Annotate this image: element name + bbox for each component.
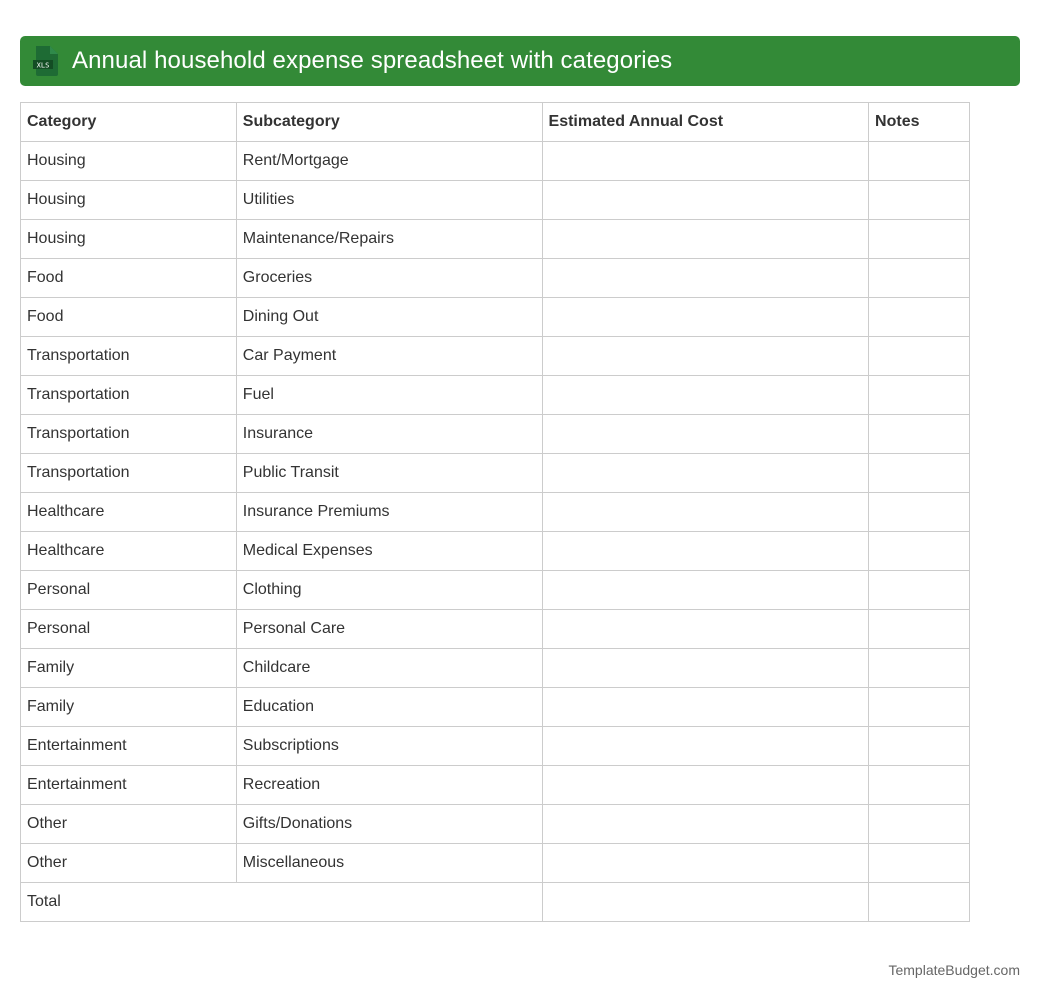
subcategory-cell: Recreation <box>236 766 542 805</box>
category-cell: Transportation <box>21 415 237 454</box>
category-cell: Food <box>21 259 237 298</box>
title-bar <box>20 36 1020 86</box>
category-cell: Entertainment <box>21 727 237 766</box>
table-row <box>21 376 970 415</box>
total-row <box>21 883 970 922</box>
total-label: Total <box>21 883 543 922</box>
category-cell: Other <box>21 805 237 844</box>
subcategory-cell: Gifts/Donations <box>236 805 542 844</box>
total-notes-cell[interactable] <box>869 883 970 922</box>
notes-cell[interactable] <box>869 220 970 259</box>
table-row <box>21 142 970 181</box>
cost-cell[interactable] <box>542 142 869 181</box>
table-row <box>21 727 970 766</box>
category-cell: Entertainment <box>21 766 237 805</box>
category-cell: Housing <box>21 220 237 259</box>
cost-cell[interactable] <box>542 571 869 610</box>
table-row <box>21 805 970 844</box>
subcategory-cell: Utilities <box>236 181 542 220</box>
subcategory-cell: Rent/Mortgage <box>236 142 542 181</box>
category-cell: Personal <box>21 571 237 610</box>
table-row <box>21 298 970 337</box>
cost-cell[interactable] <box>542 766 869 805</box>
subcategory-cell: Dining Out <box>236 298 542 337</box>
cost-cell[interactable] <box>542 610 869 649</box>
notes-cell[interactable] <box>869 688 970 727</box>
notes-cell[interactable] <box>869 454 970 493</box>
subcategory-cell: Medical Expenses <box>236 532 542 571</box>
cost-cell[interactable] <box>542 259 869 298</box>
table-row <box>21 649 970 688</box>
table-header-row <box>21 103 970 142</box>
category-cell: Food <box>21 298 237 337</box>
subcategory-cell: Insurance <box>236 415 542 454</box>
notes-cell[interactable] <box>869 181 970 220</box>
category-cell: Family <box>21 649 237 688</box>
subcategory-cell: Childcare <box>236 649 542 688</box>
column-header-subcategory: Subcategory <box>236 103 542 142</box>
category-cell: Transportation <box>21 454 237 493</box>
table-row <box>21 415 970 454</box>
column-header-estimated-annual-cost: Estimated Annual Cost <box>542 103 869 142</box>
subcategory-cell: Fuel <box>236 376 542 415</box>
notes-cell[interactable] <box>869 844 970 883</box>
table-row <box>21 181 970 220</box>
cost-cell[interactable] <box>542 337 869 376</box>
cost-cell[interactable] <box>542 688 869 727</box>
cost-cell[interactable] <box>542 376 869 415</box>
table-row <box>21 766 970 805</box>
cost-cell[interactable] <box>542 454 869 493</box>
subcategory-cell: Clothing <box>236 571 542 610</box>
column-header-notes: Notes <box>869 103 970 142</box>
notes-cell[interactable] <box>869 610 970 649</box>
table-row <box>21 688 970 727</box>
cost-cell[interactable] <box>542 532 869 571</box>
cost-cell[interactable] <box>542 415 869 454</box>
notes-cell[interactable] <box>869 493 970 532</box>
subcategory-cell: Personal Care <box>236 610 542 649</box>
cost-cell[interactable] <box>542 181 869 220</box>
table-row <box>21 259 970 298</box>
category-cell: Family <box>21 688 237 727</box>
table-row <box>21 454 970 493</box>
table-row <box>21 493 970 532</box>
xls-file-icon <box>32 45 60 77</box>
notes-cell[interactable] <box>869 376 970 415</box>
cost-cell[interactable] <box>542 805 869 844</box>
subcategory-cell: Car Payment <box>236 337 542 376</box>
notes-cell[interactable] <box>869 727 970 766</box>
category-cell: Other <box>21 844 237 883</box>
table-row <box>21 844 970 883</box>
table-row <box>21 571 970 610</box>
notes-cell[interactable] <box>869 649 970 688</box>
notes-cell[interactable] <box>869 571 970 610</box>
cost-cell[interactable] <box>542 844 869 883</box>
table-row <box>21 532 970 571</box>
notes-cell[interactable] <box>869 766 970 805</box>
table-row <box>21 337 970 376</box>
expense-table <box>20 102 970 922</box>
notes-cell[interactable] <box>869 415 970 454</box>
subcategory-cell: Subscriptions <box>236 727 542 766</box>
notes-cell[interactable] <box>869 532 970 571</box>
table-row <box>21 610 970 649</box>
subcategory-cell: Public Transit <box>236 454 542 493</box>
cost-cell[interactable] <box>542 298 869 337</box>
cost-cell[interactable] <box>542 727 869 766</box>
subcategory-cell: Maintenance/Repairs <box>236 220 542 259</box>
notes-cell[interactable] <box>869 337 970 376</box>
subcategory-cell: Groceries <box>236 259 542 298</box>
footer-brand: TemplateBudget.com <box>888 962 1020 978</box>
notes-cell[interactable] <box>869 298 970 337</box>
cost-cell[interactable] <box>542 649 869 688</box>
category-cell: Personal <box>21 610 237 649</box>
category-cell: Transportation <box>21 376 237 415</box>
category-cell: Housing <box>21 181 237 220</box>
notes-cell[interactable] <box>869 142 970 181</box>
total-cost-cell[interactable] <box>542 883 869 922</box>
svg-text:XLS: XLS <box>36 61 50 70</box>
cost-cell[interactable] <box>542 493 869 532</box>
category-cell: Transportation <box>21 337 237 376</box>
table-row <box>21 220 970 259</box>
category-cell: Healthcare <box>21 493 237 532</box>
notes-cell[interactable] <box>869 259 970 298</box>
subcategory-cell: Insurance Premiums <box>236 493 542 532</box>
subcategory-cell: Miscellaneous <box>236 844 542 883</box>
cost-cell[interactable] <box>542 220 869 259</box>
column-header-category: Category <box>21 103 237 142</box>
category-cell: Housing <box>21 142 237 181</box>
category-cell: Healthcare <box>21 532 237 571</box>
notes-cell[interactable] <box>869 805 970 844</box>
page-title: Annual household expense spreadsheet with categories <box>72 47 673 74</box>
subcategory-cell: Education <box>236 688 542 727</box>
